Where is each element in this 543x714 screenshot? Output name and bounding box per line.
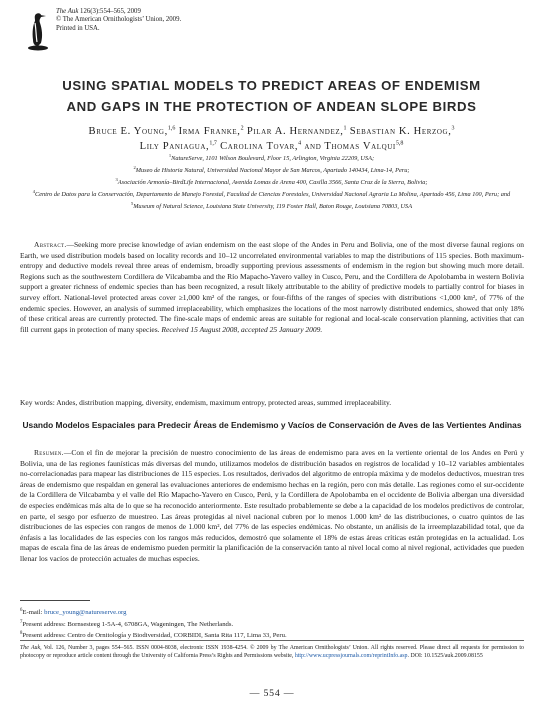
received-dates: Received 15 August 2008, accepted 25 January 2009. xyxy=(161,324,323,334)
author: Irma Franke,$^2$ xyxy=(178,125,244,137)
keywords: Key words: Andes, distribution mapping, diversity, endemism, maximum entropy, protected areas, summed irreplaceability. xyxy=(20,398,392,407)
title-line-2: AND GAPS IN THE PROTECTION OF ANDEAN SLOPE BIRDS xyxy=(66,99,477,114)
footnote: $^8$Present address: Centro de Ornitología y Biodiversidad, CORBIDI, Santa Rita 117, Lima 33, Peru. xyxy=(20,631,287,640)
abstract xyxy=(20,240,524,335)
email-link[interactable]: bruce_young@natureserve.org xyxy=(44,609,127,617)
footnotes xyxy=(20,606,524,641)
volume-pages: 126(3):554–565, 2009 xyxy=(80,8,141,15)
page-number: — 554 — xyxy=(249,688,295,699)
footnote-divider xyxy=(20,600,90,601)
abstract-text: —Seeking more precise knowledge of avian endemism on the east slope of the Andes in Peru and Bolivia, one of the most diverse faunal regions on Earth, we used distribution models based on locality records and 10–12 uncorrelated environmental variables to map the distributions of 115 species. Both maximum-entropy and deductive models reveal three areas of endemism, broadly supporting previous assessments of endemism in the region but showing much more detail. Regions such as the southwestern Cordillera de Vilcabamba and the Río Mapacho-Yavero valley in Cusco, Peru, and the Cordillera de Apolobamba in western Bolivia support a greater richness of endemic species than has been recognized, a result likely attributable to the ability of predictive models to partially control for biases in survey effort. National-level protected areas cover ≥1,000 km² of the ranges, or four-fifths of the ranges of species with distributions <1,000 km², of 77% of the endemic species. However, an analysis of summed irreplaceability, which emphasizes the locations of the most narrowly distributed endemics, showed that only 18% of these critical areas are currently protected. The fine-scale maps of endemic areas are suitable for regional and local-scale conservation planning, activities that can fill current gaps in protection of many species. xyxy=(20,240,524,334)
affiliation: $^2$Museo de Historia Natural, Universidad Nacional Mayor de San Marcos, Apartado 140434, Lima-14, Peru; xyxy=(133,164,410,174)
printed-line: Printed in USA. xyxy=(56,24,100,32)
spanish-title: Usando Modelos Espaciales para Predecir Áreas de Endemismo y Vacíos de Conservación de Aves de las Vertientes Andinas xyxy=(22,420,522,430)
author: Pilar A. Hernandez,$^1$ xyxy=(246,125,347,137)
bottom-divider xyxy=(20,640,524,641)
masthead-text xyxy=(56,8,181,33)
affiliation: $^5$Museum of Natural Science, Louisiana State University, 119 Foster Hall, Baton Rouge, Louisiana 70803, USA xyxy=(130,200,413,210)
author: Bruce E. Young,$^{1,6}$ xyxy=(88,125,176,137)
auk-bird-logo-icon xyxy=(26,10,50,52)
footnote: $^7$Present address: Bornsesteeg 1-5A-4, 6708GA, Wageningen, The Netherlands. xyxy=(20,619,234,628)
journal-name: The Auk xyxy=(56,8,79,15)
citation-text: , Vol. 126, Number 3, pages 554–565. ISSN 0004-8038, electronic ISSN 1938-4254. © 2009 by The American Ornithologists’ Union. All rights reserved. Please direct all requests for permission to photocopy or reproduce article content through the University of California Press’s Rights and Permissions website, xyxy=(20,645,524,660)
title-line-1: USING SPATIAL MODELS TO PREDICT AREAS OF ENDEMISM xyxy=(62,78,481,93)
resumen-heading: Resumen. xyxy=(34,448,64,457)
citation-journal: The Auk xyxy=(20,645,41,651)
author: Lily Paniagua,$^{1,7}$ xyxy=(139,140,217,153)
affiliation: $^3$Asociación Armonía–BirdLife Internacional, Avenida Lomas de Arena 400, Casilla 3566, Santa Cruz de la Sierra, Bolivia; xyxy=(115,176,428,186)
resumen-text: —Con el fin de mejorar la precisión de nuestro conocimiento de las áreas de endemismo para aves en la vertiente oriental de los Andes en Perú y Bolivia, una de las regiones faunísticas más diversas del mundo, utilizamos modelos de distribución basados en registros de localidad y 10–12 variables ambientales no-correlacionadas para mapear las distribuciones de 115 especies. Los resultados, derivados del algoritmo de entropía máxima y de modelos deductivos, muestran tres áreas de endemismo que respaldan en general las evaluaciones anteriores de endemismo hechas en la región, pero con más detalle. Las regiones como el sur-occidente de la Cordillera de Vilcabamba y el valle del Río Mapacho-Yavero en Cusco, Perú, y la Cordillera de Apolobamba en el occidente de Bolivia albergan una diversidad de especies endémicas más alta de lo que se ha reconocido anteriormente. Este resultado probablemente se debe a la capacidad de los modelos predictivos de controlar, en parte, el sesgo por esfuerzo de muestreo. Las áreas protegidas al nivel nacional cubren por lo menos 1.000 km² de las distribuciones, o cuatro quintos de las distribuciones de las especies con rangos de menos de 1.000 km², del 77% de las especies endémicas. No obstante, un análisis de la irreemplazabilidad total, que da énfasis a las localidades de las especies con los rangos más reducidos, demostró que solamente el 18% de estas áreas críticas están protegidas en la actualidad. Los mapas de escala fina de las áreas de endemismo pueden permitir la planificación de la conservación tanto al nivel local como al nivel regional, actividades que pueden llenar los vacíos de protección actuales de muchas especies. xyxy=(20,448,524,563)
affiliation: $^1$NatureServe, 1101 Wilson Boulevard, Floor 15, Arlington, Virginia 22209, USA; xyxy=(168,153,375,163)
footnote-email: $^6$E-mail: bruce_young@natureserve.org xyxy=(20,608,127,617)
affiliation: $^4$Centro de Datos para la Conservación, Departamento de Manejo Forestal, Facultad de Ciencias Forestales, Universidad Nacional Agraria La Molina, Apartado 456, Lima 100, Peru; and xyxy=(32,188,511,198)
author: Sebastian K. Herzog,$^3$ xyxy=(349,125,455,137)
copyright-line: © The American Ornithologists’ Union, 2009. xyxy=(56,16,182,24)
citation-info xyxy=(20,644,524,661)
abstract-heading: Abstract. xyxy=(34,240,67,249)
journal-masthead xyxy=(26,8,226,54)
author-list xyxy=(20,122,523,153)
doi-text: . DOI: 10.1525/auk.2009.08155 xyxy=(407,653,483,660)
permissions-link[interactable]: http://www.ucpressjournals.com/reprintInfo.asp xyxy=(294,653,408,660)
resumen xyxy=(20,448,524,565)
author: and Thomas Valqui$^{5,8}$ xyxy=(304,140,404,153)
author: Carolina Tovar,$^4$ xyxy=(220,140,302,153)
article-title xyxy=(20,75,523,117)
affiliations xyxy=(30,152,513,211)
